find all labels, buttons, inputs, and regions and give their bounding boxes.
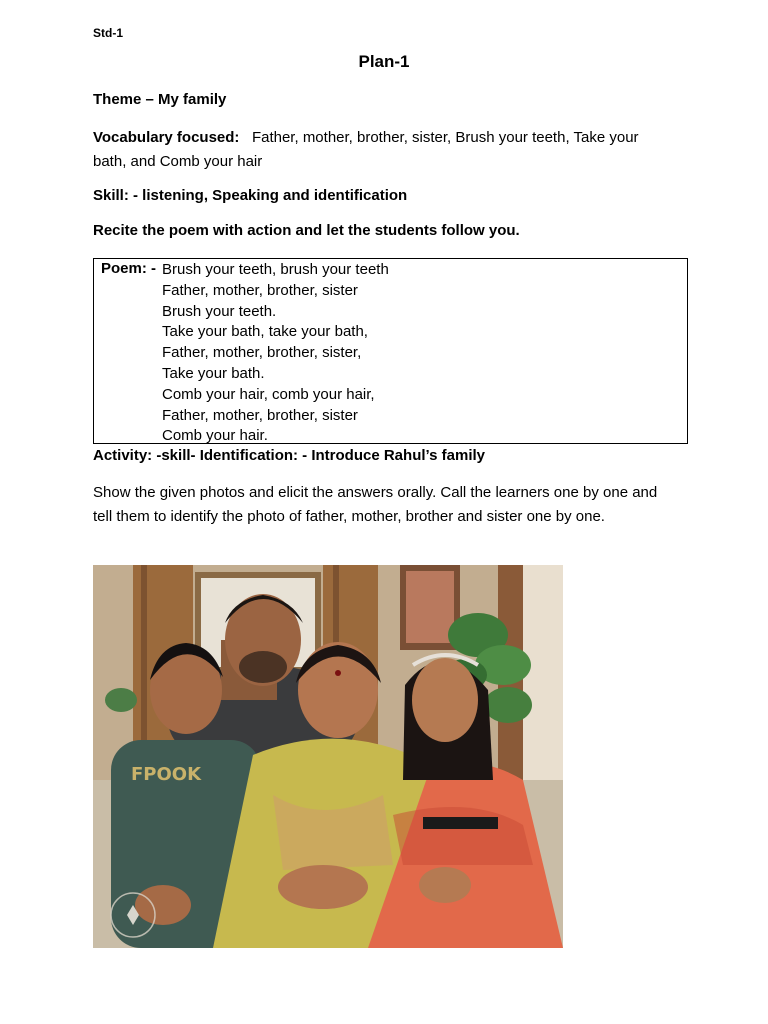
page-title: Plan-1 (358, 52, 410, 71)
poem-line: Comb your hair, comb your hair, (162, 385, 375, 403)
poem-box (93, 258, 688, 444)
poem-line: Take your bath, take your bath, (162, 323, 368, 341)
skill-heading: Skill: - listening, Speaking and identification (93, 187, 408, 204)
activity-heading: Activity: -skill- Identification: - Introduce Rahul’s family (93, 447, 485, 464)
activity-paragraph: Show the given photos and elicit the answers orally. Call the learners one by one and tell them to identify the photo of father, mother, brother and sister one by one. (93, 484, 658, 525)
instruction-heading: Recite the poem with action and let the students follow you. (93, 222, 520, 239)
svg-text:FPOOK: FPOOK (131, 764, 202, 785)
poem-line: Father, mother, brother, sister (162, 406, 358, 424)
poem-line: Comb your hair. (162, 427, 268, 445)
poem-line: Take your bath. (162, 364, 265, 382)
poem-line: Brush your teeth, brush your teeth (162, 261, 389, 278)
poem-line: Father, mother, brother, sister (162, 281, 358, 299)
poem-label: Poem: - (101, 260, 157, 277)
poem-lines (162, 260, 389, 447)
poem-line: Brush your teeth. (162, 302, 277, 320)
vocabulary-section (93, 126, 673, 174)
vocabulary-label: Vocabulary focused: (93, 129, 240, 146)
family-photo (93, 565, 563, 948)
vocabulary-text: Father, mother, brother, sister, Brush your teeth, Take your bath, and Comb your hair (93, 129, 639, 170)
theme-heading: Theme – My family (93, 91, 227, 108)
poem-line: Father, mother, brother, sister, (162, 344, 362, 362)
class-label: Std-1 (93, 26, 123, 40)
